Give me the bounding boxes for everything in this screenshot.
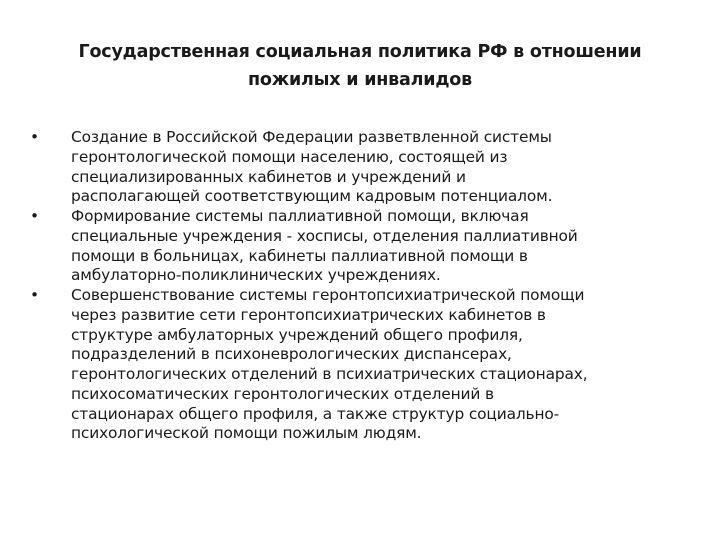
bullet-text-line: Создание в Российской Федерации разветвленной системы: [71, 128, 552, 146]
bullet-text-line: стационарах общего профиля, а также структур социально-: [71, 404, 560, 423]
bullet-icon: •: [30, 286, 39, 304]
bullet-text-line: геронтологических отделений в психиатрических стационарах,: [71, 365, 588, 383]
slide-title-line: Государственная социальная политика РФ в отношении: [78, 42, 642, 62]
bullet-item-palliative-care: [30, 207, 680, 286]
slide-title: [40, 38, 680, 94]
bullet-text-line: располагающей соответствующим кадровым потенциалом.: [71, 187, 553, 206]
bullet-text-line: специализированных кабинетов и учреждений и: [71, 167, 466, 186]
bullet-text-line: подразделений в психоневрологических диспансерах,: [71, 345, 512, 364]
bullet-text-line: через развитие сети геронтопсихиатрических кабинетов в: [71, 305, 546, 324]
slide-title-line: пожилых и инвалидов: [248, 70, 472, 90]
bullet-icon: •: [30, 128, 39, 146]
bullet-text-line: психологической помощи пожилым людям.: [71, 424, 422, 443]
bullet-icon: •: [30, 207, 39, 225]
bullet-text-line: специальные учреждения - хосписы, отделения паллиативной: [71, 226, 578, 245]
bullet-text-line: амбулаторно-поликлинических учреждениях.: [71, 266, 441, 285]
bullet-item-geriatric-care-system: [30, 128, 680, 207]
bullet-text-line: геронтологической помощи населению, состоящей из: [71, 147, 508, 166]
bullet-text-line: структуре амбулаторных учреждений общего профиля,: [71, 325, 523, 344]
bullet-list: [30, 128, 680, 444]
bullet-text-line: психосоматических геронтологических отделений в: [71, 384, 494, 403]
bullet-text-line: Формирование системы паллиативной помощи, включая: [71, 207, 529, 225]
bullet-item-gerontopsychiatric-care: [30, 286, 680, 444]
bullet-text-line: Совершенствование системы геронтопсихиатрической помощи: [71, 286, 585, 304]
bullet-text-line: помощи в больницах, кабинеты паллиативной помощи в: [71, 246, 528, 265]
